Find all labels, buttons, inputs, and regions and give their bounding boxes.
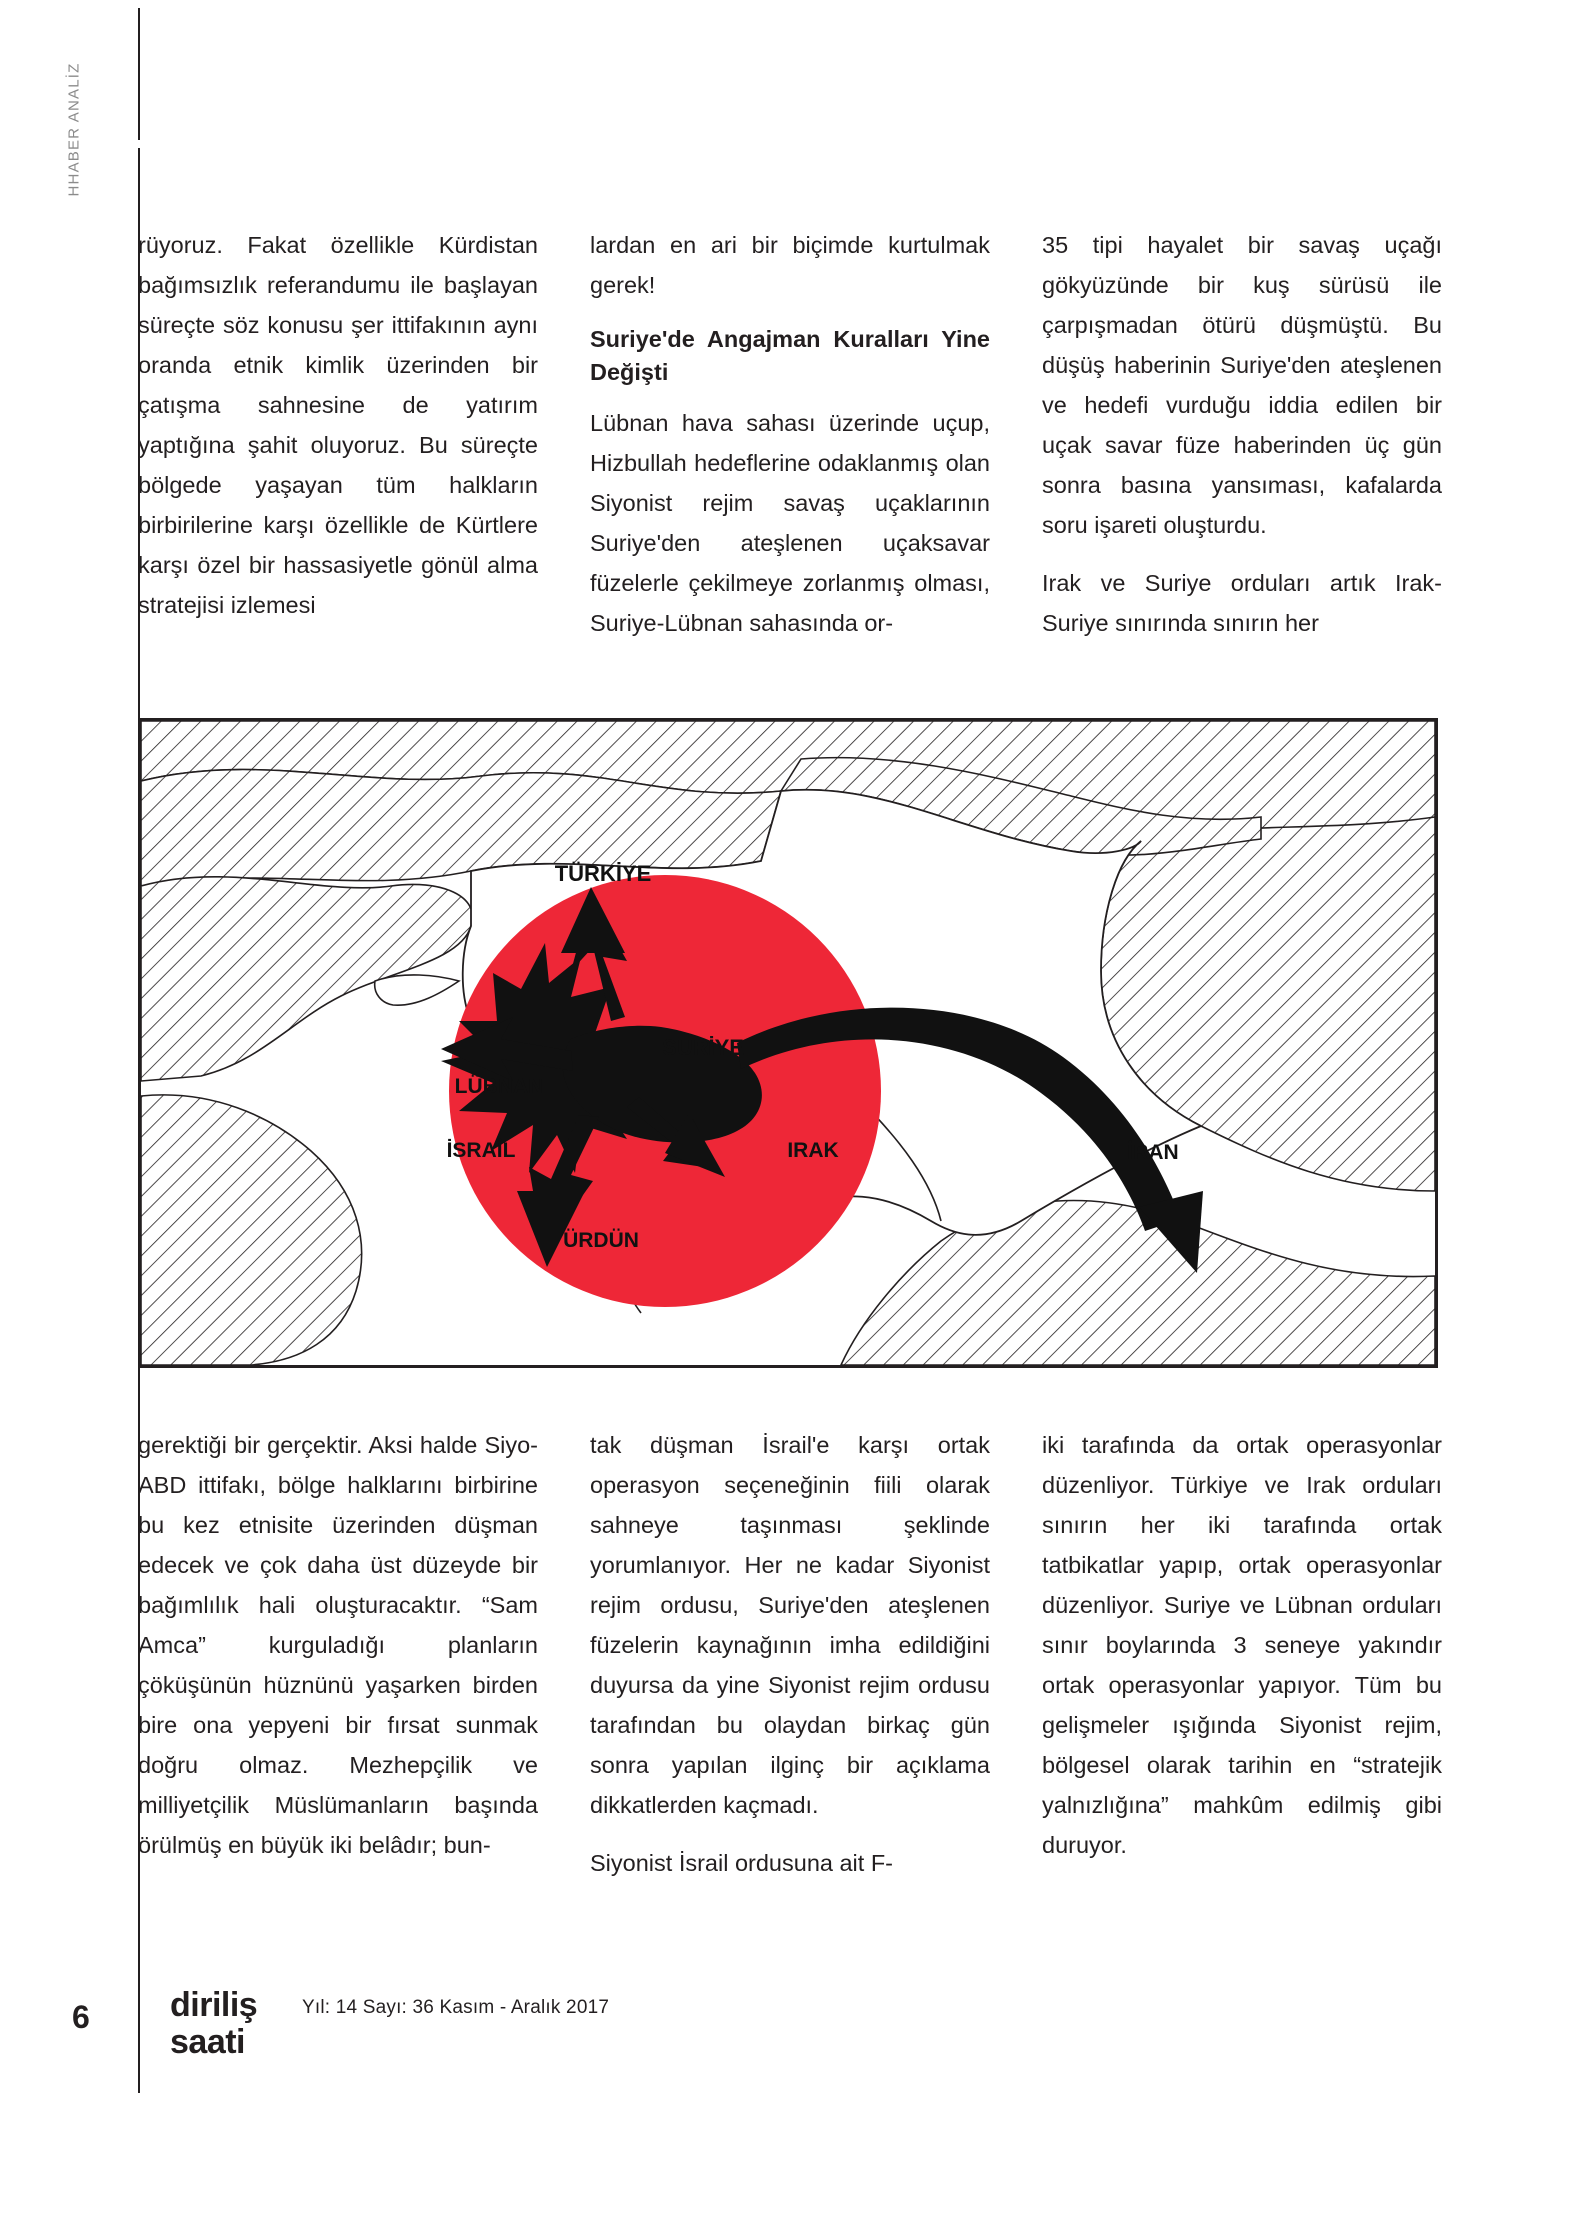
paragraph: iki tarafında da ortak operasyonlar düzenliyor. Türkiye ve Irak orduları sınırın her iki tarafında ortak tatbikatlar yapıp, ortak operasyonlar düzenliyor. Suriye ve Lübnan orduları sınır boylarında 3 seneye yakındır ortak operasyonlar yapıyor. Tüm bu gelişmeler ışığında Siyonist rejim, bölgesel olarak tarihin en “stratejik yalnızlığına” mahkûm edilmiş gibi duruyor.	[1042, 1432, 1442, 1858]
page-footer	[60, 1975, 1460, 2095]
map-graphic	[141, 721, 1435, 1365]
map-label-lebanon: LÜBNAN	[454, 1075, 544, 1098]
top-column-1	[138, 225, 538, 643]
map-label-turkey: TÜRKİYE	[554, 861, 652, 886]
paragraph: rüyoruz. Fakat özellikle Kürdistan bağımsızlık referandumu ile başlayan süreçte söz konusu şer ittifakının aynı oranda etnik kimlik üzerinden bir çatışma sahnesine de yatırım yaptığına şahit oluyoruz. Bu süreçte bölgede yaşayan tüm halkların birbirilerine karşı özellikle de Kürtlere karşı özel bir hassasiyetle gönül alma stratejisi izlemesi	[138, 232, 538, 618]
paragraph: 35 tipi hayalet bir savaş uçağı gökyüzünde bir kuş sürüsü ile çarpışmadan ötürü düşmüştü. Bu düşüş haberinin Suriye'den ateşlenen ve hedefi vurduğu iddia edilen bir uçak savar füze haberinden üç gün sonra basına yansıması, kafalarda soru işareti oluşturdu.	[1042, 232, 1442, 538]
header-divider-rule	[138, 8, 140, 140]
top-columns	[138, 225, 1443, 643]
paragraph: gerektiği bir gerçektir. Aksi halde Siyo-ABD ittifakı, bölge halklarını birbirine bu kez etnisite üzerinden düşman edecek ve çok daha üst düzeyde bir bağımlılık hali oluşturacaktır. “Sam Amca” kurguladığı planların çöküşünün hüznünü yaşarken birden bire ona yepyeni bir fırsat sunmak doğru olmaz. Mezhepçilik ve milliyetçilik Müslümanların başında örülmüş en büyük iki belâdır; bun-	[138, 1432, 538, 1858]
map-label-iran: İRAN	[1127, 1141, 1179, 1164]
publication-logo	[170, 1987, 257, 2061]
map-label-israel: İSRAİL	[446, 1139, 516, 1162]
paragraph: Irak ve Suriye orduları artık Irak-Suriye sınırında sınırın her	[1042, 570, 1442, 636]
bottom-columns	[138, 1425, 1443, 1883]
logo-line-1: diriliş	[170, 1986, 258, 2024]
top-column-3	[1042, 225, 1442, 643]
page-number: 6	[72, 1999, 90, 2035]
map-label-syria: SURİYE	[662, 1035, 744, 1060]
map-label-jordan: ÜRDÜN	[563, 1229, 639, 1252]
map-figure	[138, 718, 1438, 1368]
bottom-column-1	[138, 1425, 538, 1883]
paragraph: Siyonist İsrail ordusuna ait F-	[590, 1850, 894, 1876]
top-column-2	[590, 225, 990, 643]
bottom-column-2	[590, 1425, 990, 1883]
footer-divider-rule	[138, 1975, 140, 2093]
issue-info: Yıl: 14 Sayı: 36 Kasım - Aralık 2017	[302, 1997, 610, 2018]
map-label-iraq: IRAK	[787, 1139, 839, 1162]
running-head: HHABER ANALİZ	[65, 62, 83, 197]
paragraph: tak düşman İsrail'e karşı ortak operasyon seçeneğinin fiili olarak sahneye taşınması şeklinde yorumlanıyor. Her ne kadar Siyonist rejim ordusu, Suriye'den ateşlenen füzelerin kaynağının imha edildiğini duyursa da yine Siyonist rejim ordusu tarafından bu olaydan birkaç gün sonra yapılan ilginç bir açıklama dikkatlerden kaçmadı.	[590, 1432, 990, 1818]
paragraph: lardan en ari bir biçimde kurtulmak gerek!	[590, 232, 990, 298]
paragraph: Lübnan hava sahası üzerinde uçup, Hizbullah hedeflerine odaklanmış olan Siyonist rejim savaş uçaklarının Suriye'den ateşlenen uçaksavar füzelerle çekilmeye zorlanmış olması, Suriye-Lübnan sahasında or-	[590, 410, 990, 636]
bottom-column-3	[1042, 1425, 1442, 1883]
section-subheading: Suriye'de Angajman Kuralları Yine Değişti	[590, 326, 990, 385]
logo-line-2: saati	[170, 2023, 245, 2061]
